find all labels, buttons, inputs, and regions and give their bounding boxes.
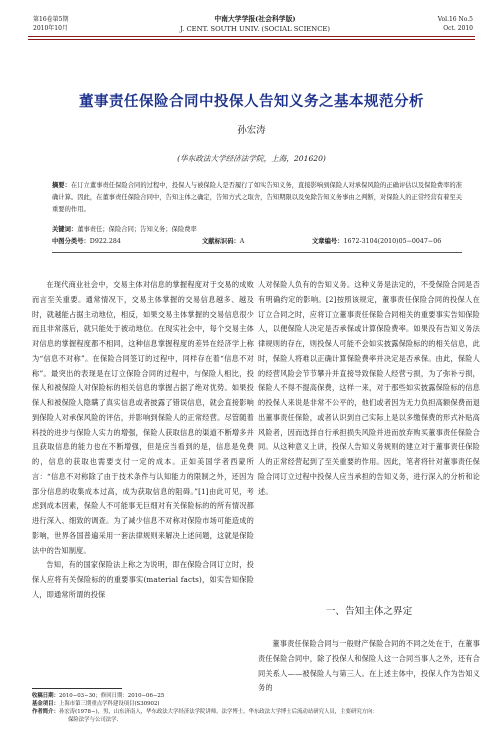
author-bio-text: 孙宏涛(1978−)，男，山东济南人，华东政法大学经济法学院讲师，法学博士，华东政法大学博士后流动站研究人员，主要研究方向：: [58, 709, 378, 715]
keywords-label: 关键词：: [52, 226, 78, 233]
journal-name: [150, 14, 360, 34]
body-paragraph: 告知，有的国家保险法上称之为说明，即在保险合同订立时，投保人应将有关保险标的的重要事实(material facts)，如实告知保险人，即通常所谓的投保: [32, 560, 254, 599]
doc-code-entry: [202, 236, 244, 245]
clc-label: 中图分类号：: [52, 238, 90, 245]
fund-label: 基金项目：: [32, 701, 59, 707]
volume-issue-en: Vol.16 No.5: [437, 16, 473, 23]
doc-code-value: A: [239, 238, 245, 245]
issue-date: 2010年10月: [33, 25, 68, 32]
issue-date-en: Oct. 2010: [443, 25, 473, 32]
footnote-author-cont: 保险法学与公司法学.: [68, 717, 119, 723]
journal-name-cn: 中南大学学报(社会科学版): [214, 15, 296, 23]
abstract: [52, 180, 462, 216]
header-rule-thin: [28, 39, 475, 40]
author-affiliation: (华东政法大学经济法学院，上海，201620): [177, 154, 326, 163]
footnote-rule: [32, 688, 122, 689]
received-label: 收稿日期：: [32, 693, 59, 699]
footnote-received: [32, 692, 472, 700]
body-paragraph: 在现代商业社会中，交易主体对信息的掌握程度对于交易的成败而言至关重要。通常情况下，交易主体掌握的交易信息越多、越及时，就越能占据主动地位，相反，如果交易主体掌握的交易信息很少而且非常落后，就只能处于被动地位。在现实社会中，每个交易主体对信息的掌握程度都不相同，这种信息掌握程度的差异在经济学上称为“信息不对称”。在保险合同签订的过程中，同样存在着“信息不对称”。最突出的表现是在订立保险合同的过程中，与保险人相比，投保人和被保险人对保险标的相关信息的掌握占据了绝对优势。如果投保人和被保险人隐瞒了真实信息或者披露了错误信息，就会直接影响到保险人对承保风险的评估，并影响到保险人的正常经营。尽管随着科技的进步与保险人实力的增强，保险人获取信息的渠道不断增多并且获取信息的能力也在不断增强，但是应当看到的是，信息是免费的，信息的获取也需要支付一定的成本。正如美国学者西蒙所言：“信息不对称除了由于技术条件与认知能力的限制之外，还因为部分信息的收集成本过高，成为获取信息的阻碍。”[1]由此可见，考虑到成本因素，保险人不可能事无巨细对有关保险标的的所有情况都进行深入、细致的调查。为了减少信息不对称对保险市场可能造成的影响，世界各国普遍采用一套法律规则来解决上述问题，这就是保险法中的告知制度。: [32, 280, 254, 555]
article-no-value: 1672-3104(2010)05−0047−06: [343, 238, 442, 245]
journal-issue: [33, 15, 68, 33]
keywords-text: 董事责任；保险合同；告知义务；保险费率: [77, 226, 197, 233]
article-author: 孙宏涛: [237, 125, 266, 136]
author-bio-label: 作者简介：: [32, 709, 59, 715]
received-value: 2010−03−30；修回日期：2010−06−25: [58, 693, 165, 699]
article-title: 董事责任保险合同中投保人告知义务之基本规范分析: [79, 93, 424, 110]
journal-issue-en: [438, 15, 473, 33]
abstract-text: 在订立董事责任保险合同的过程中，投保人与被保险人是否履行了如实告知义务，直接影响到保险人对承保风险的正确评估以及保险费率的准确计算。因此，在董事责任保险合同中，告知主体之确定，告知方式之取舍，告知期限以及免除告知义务事由之判断，对保险人的正常经营有着至关重要的作用。: [52, 182, 463, 213]
abstract-label: 摘要：: [52, 182, 71, 189]
keywords: [52, 224, 197, 233]
journal-name-en: J. CENT. SOUTH UNIV. (SOCIAL SCIENCE): [179, 25, 331, 33]
doc-code-label: 文献标识码：: [202, 238, 240, 245]
volume-issue: 第16卷第5期: [33, 16, 69, 23]
body-right-column-continued: [258, 637, 480, 696]
header-rule: [28, 36, 475, 37]
article-no-label: 文章编号：: [312, 238, 344, 245]
fund-value: 上海市第三期重点学科建设项目(S30902): [58, 701, 160, 707]
body-paragraph: 董事责任保险合同与一般财产保险合同的不同之处在于，在董事责任保险合同中，除了投保人和保险人这一合同当事人之外，还有合同关系人——被保险人与第三人。在上述主体中，投保人作为告知义务的: [258, 639, 480, 693]
footnote-author: [32, 708, 472, 716]
section-heading: 一、告知主体之界定: [325, 606, 413, 617]
body-right-column: [258, 278, 480, 499]
body-paragraph: 人对保险人负有的告知义务。这种义务是法定的，不受保险合同是否有明确约定的影响。[2]按照该规定，董事责任保险合同的投保人在订立合同之时，应将订立董事责任保险合同相关的重要事实告知保险人，以便保险人决定是否承保或计算保险费率。如果没有告知义务法律规则的存在，则投保人可能不会如实披露保险标的的相关信息，此时，保险人将难以正确计算保险费率并决定是否承保。由此，保险人的经营风险会节节攀升并直接导致保险人经营亏损，为了弥补亏损，保险人不得不提高保费，这样一来，对于那些如实披露保险标的信息的投保人来说是非常不公平的，他们或者因为无力负担高额保费而退出董事责任保险，或者认识到自己实际上是以多缴保费的形式补贴高风险者，因而选择自行承担损失风险并进而放弃购买董事责任保险合同。从这种意义上讲，投保人告知义务规则的建立对于董事责任保险人的正常经营起到了至关重要的作用。因此，笔者将针对董事责任保险合同订立过程中投保人应当承担的告知义务，进行深入的分析和论述。: [258, 280, 480, 496]
abstract-divider: [52, 252, 462, 253]
body-left-column: [32, 278, 254, 603]
clc-entry: [52, 236, 121, 245]
article-no-entry: [312, 236, 441, 245]
footnote-fund: [32, 700, 472, 708]
clc-value: D922.284: [89, 238, 121, 245]
